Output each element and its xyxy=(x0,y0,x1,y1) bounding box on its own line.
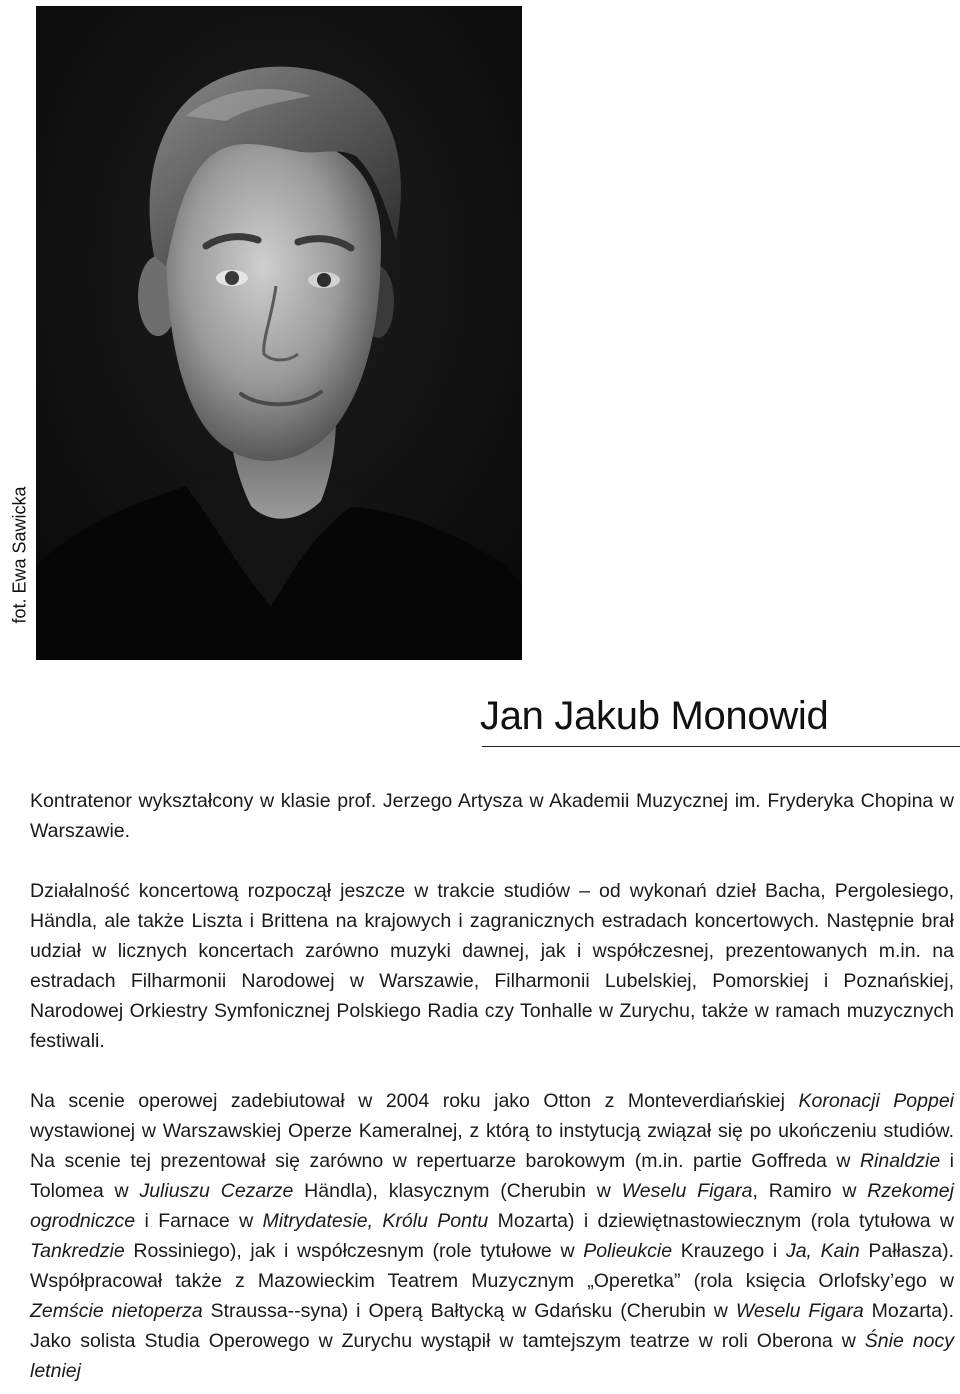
work-title: Śnie nocy letniej xyxy=(30,1330,954,1382)
work-title: Polieukcie xyxy=(583,1240,673,1262)
photo-credit xyxy=(0,440,40,670)
portrait-photo xyxy=(36,6,522,660)
bio-text: Mozarta) i dziewiętnastowiecznym (rola tytułowa w xyxy=(488,1210,954,1232)
portrait-icon xyxy=(36,6,522,660)
bio-text: Pałłasza). Współpracował także z Mazowieckim Teatrem Muzycznym „Operetka” (rola księcia Orlofsky’ego w xyxy=(30,1240,954,1292)
bio-text: Na scenie operowej zadebiutował w 2004 roku jako Otton z Monteverdiańskiej xyxy=(30,1090,799,1112)
bio-text: i Farnace w xyxy=(135,1210,263,1232)
work-title: Rinaldzie xyxy=(859,1150,941,1172)
work-title: Mitrydatesie, Królu Pontu xyxy=(262,1210,489,1232)
name-underline xyxy=(482,746,960,747)
bio-paragraph-2: Działalność koncertową rozpoczął jeszcze w trakcie studiów – od wykonań dzieł Bacha, Pergolesiego, Händla, ale także Liszta i Brittena na krajowych i zagranicznych estradach koncertowych. Następnie brał udział w licznych koncertach zarówno muzyki dawnej, jak i współczesnej, prezentowanych m.in. na estradach Filharmonii Narodowej w Warszawie, Filharmonii Lubelskiej, Pomorskiej i Poznańskiej, Narodowej Orkiestry Symfonicznej Polskiego Radia czy Tonhalle w Zurychu, także w ramach muzycznych festiwali. xyxy=(30,880,954,1052)
work-title: Rzekomej ogrodniczce xyxy=(30,1180,954,1232)
work-title: Koronacji Poppei xyxy=(798,1090,954,1112)
work-title: Weselu Figara xyxy=(735,1300,864,1322)
bio-text: Mozarta). Jako solista Studia Operowego w Zurychu wystąpił w tamtejszym teatrze w roli Oberona w xyxy=(30,1300,954,1352)
bio-paragraph-3 xyxy=(30,1086,954,1386)
work-title: Tankredzie xyxy=(30,1240,125,1262)
bio-text: wystawionej w Warszawskiej Operze Kameralnej, z którą to instytucją związał się po ukończeniu studiów. Na scenie tej prezentował się zarówno w repertuarze barokowym (m.in. partie Goffreda w xyxy=(30,1120,954,1172)
work-title: Weselu Figara xyxy=(621,1180,753,1202)
person-name: Jan Jakub Monowid xyxy=(480,694,829,738)
work-title: Zemście nietoperza xyxy=(30,1300,203,1322)
bio-text: Händla), klasycznym (Cherubin w xyxy=(293,1180,622,1202)
biography xyxy=(30,786,954,1386)
bio-text: , Ramiro w xyxy=(752,1180,868,1202)
bio-text: Rossiniego), jak i współczesnym (role tytułowe w xyxy=(124,1240,584,1262)
bio-text: Straussa--syna) i Operą Bałtycką w Gdańsku (Cherubin w xyxy=(202,1300,736,1322)
work-title: Juliuszu Cezarze xyxy=(139,1180,294,1202)
bio-paragraph-1: Kontratenor wykształcony w klasie prof. Jerzego Artysza w Akademii Muzycznej im. Fryderyka Chopina w Warszawie. xyxy=(30,790,954,842)
photo-credit-text: fot. Ewa Sawicka xyxy=(9,486,30,624)
bio-text: i Tolomea w xyxy=(30,1150,955,1202)
bio-text: Krauzego i xyxy=(672,1240,786,1262)
work-title: Ja, Kain xyxy=(785,1240,860,1262)
